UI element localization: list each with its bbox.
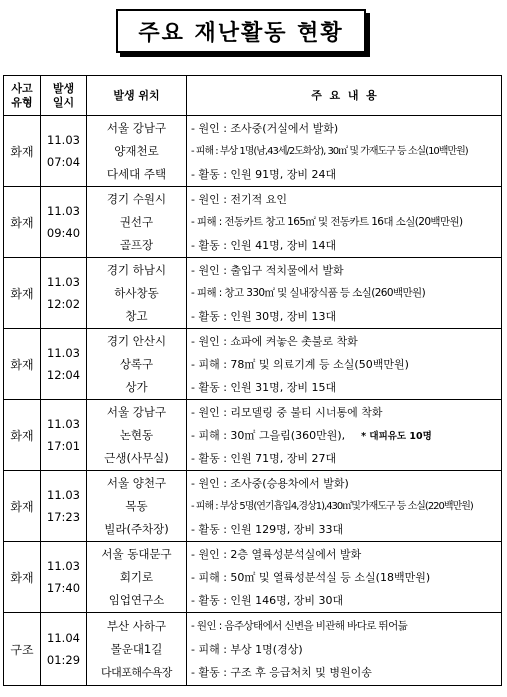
disaster-activity-table xyxy=(3,75,502,686)
incident-datetime xyxy=(41,187,87,258)
incident-datetime xyxy=(41,542,87,613)
location-line: 권선구 xyxy=(119,214,154,229)
location-line: 서울 양천구 xyxy=(106,475,167,490)
location-line: 임업연구소 xyxy=(108,592,165,607)
detail-cause: - 원인 : 음주상태에서 신변을 비관해 바다로 뛰어듦 xyxy=(191,619,408,632)
header-content: 주 요 내 용 xyxy=(187,76,502,116)
incident-details xyxy=(187,258,502,329)
detail-activity: - 활동 : 인원 91명, 장비 24대 xyxy=(191,167,337,181)
header-location: 발생 위치 xyxy=(87,76,187,116)
location-line: 근생(사무실) xyxy=(104,450,169,465)
location-line: 양재천로 xyxy=(114,143,159,158)
detail-cause: - 원인 : 쇼파에 켜놓은 촛불로 착화 xyxy=(191,334,358,348)
location-line: 빌라(주차장) xyxy=(104,521,169,536)
incident-location xyxy=(87,471,187,542)
incident-time: 07:04 xyxy=(46,155,81,169)
detail-damage: - 피해 : 78㎡ 및 의료기계 등 소실(50백만원) xyxy=(191,357,409,371)
table-row xyxy=(4,542,502,613)
location-line: 부산 사하구 xyxy=(106,618,167,633)
incident-details xyxy=(187,400,502,471)
incident-details xyxy=(187,187,502,258)
incident-time: 17:23 xyxy=(46,510,81,524)
header-type-line2: 유형 xyxy=(11,95,33,109)
location-line: 서울 강남구 xyxy=(106,120,167,135)
incident-location xyxy=(87,542,187,613)
detail-cause: - 원인 : 2층 열륙성분석실에서 발화 xyxy=(191,547,362,561)
location-line: 몰운대1길 xyxy=(110,641,163,656)
incident-details xyxy=(187,116,502,187)
incident-datetime xyxy=(41,400,87,471)
header-date-line2: 일시 xyxy=(52,95,75,109)
incident-location xyxy=(87,613,187,686)
detail-damage xyxy=(191,424,501,447)
location-line: 경기 하남시 xyxy=(106,262,167,277)
detail-damage: - 피해 : 50㎡ 및 열륙성분석실 등 소실(18백만원) xyxy=(191,570,431,584)
detail-activity: - 활동 : 구조 후 응급처치 및 병원이송 xyxy=(191,665,372,679)
detail-cause: - 원인 : 전기적 요인 xyxy=(191,192,288,206)
detail-activity: - 활동 : 인원 30명, 장비 13대 xyxy=(191,309,337,323)
incident-date: 11.03 xyxy=(47,346,80,360)
detail-damage: - 피해 : 부상 1명(경상) xyxy=(191,642,303,656)
location-line: 회기로 xyxy=(119,569,154,584)
table-row xyxy=(4,187,502,258)
page-title: 주요 재난활동 현황 xyxy=(116,9,366,53)
detail-cause: - 원인 : 출입구 적치물에서 발화 xyxy=(191,263,344,277)
detail-cause: - 원인 : 리모델링 중 불티 시너통에 착화 xyxy=(191,405,383,419)
header-date-line1: 발생 xyxy=(52,81,75,95)
damage-text: - 피해 : 30㎡ 그을림(360만원), xyxy=(191,428,346,442)
header-type xyxy=(4,76,41,116)
incident-type: 화재 xyxy=(4,542,41,613)
location-line: 경기 안산시 xyxy=(106,333,167,348)
location-line: 다대포해수욕장 xyxy=(101,665,172,679)
incident-type: 화재 xyxy=(4,471,41,542)
detail-cause: - 원인 : 조사중(승용차에서 발화) xyxy=(191,476,349,490)
incident-location xyxy=(87,329,187,400)
location-line: 창고 xyxy=(125,308,148,323)
evacuation-note: * 대피유도 10명 xyxy=(361,430,432,442)
incident-date: 11.03 xyxy=(47,275,80,289)
incident-time: 17:40 xyxy=(46,581,81,595)
location-line: 상록구 xyxy=(119,356,154,371)
location-line: 하사창동 xyxy=(114,285,159,300)
table-row xyxy=(4,258,502,329)
incident-time: 01:29 xyxy=(46,653,81,667)
incident-details xyxy=(187,471,502,542)
incident-type: 화재 xyxy=(4,258,41,329)
incident-type: 구조 xyxy=(4,613,41,686)
incident-details xyxy=(187,542,502,613)
location-line: 골프장 xyxy=(119,237,154,252)
incident-date: 11.03 xyxy=(47,133,80,147)
incident-date: 11.03 xyxy=(47,204,80,218)
incident-type: 화재 xyxy=(4,187,41,258)
table-row xyxy=(4,400,502,471)
header-type-line1: 사고 xyxy=(11,81,33,95)
incident-datetime xyxy=(41,613,87,686)
incident-location xyxy=(87,258,187,329)
incident-location xyxy=(87,400,187,471)
incident-details xyxy=(187,329,502,400)
detail-activity: - 활동 : 인원 71명, 장비 27대 xyxy=(191,451,337,465)
table-row xyxy=(4,329,502,400)
incident-datetime xyxy=(41,471,87,542)
detail-activity: - 활동 : 인원 41명, 장비 14대 xyxy=(191,238,337,252)
incident-type: 화재 xyxy=(4,116,41,187)
table-row xyxy=(4,116,502,187)
incident-time: 12:04 xyxy=(46,368,81,382)
incident-details xyxy=(187,613,502,686)
incident-time: 17:01 xyxy=(46,439,81,453)
incident-location xyxy=(87,187,187,258)
table-row xyxy=(4,471,502,542)
incident-type: 화재 xyxy=(4,400,41,471)
detail-damage: - 피해 : 창고 330㎡ 및 실내장식품 등 소실(260백만원) xyxy=(191,286,426,299)
detail-activity: - 활동 : 인원 31명, 장비 15대 xyxy=(191,380,337,394)
incident-time: 09:40 xyxy=(46,226,81,240)
detail-activity: - 활동 : 인원 129명, 장비 33대 xyxy=(191,522,344,536)
incident-datetime xyxy=(41,258,87,329)
location-line: 목동 xyxy=(125,498,148,513)
location-line: 서울 동대문구 xyxy=(101,546,172,561)
detail-cause: - 원인 : 조사중(거실에서 발화) xyxy=(191,121,339,135)
incident-time: 12:02 xyxy=(46,297,81,311)
location-line: 다세대 주택 xyxy=(106,166,167,181)
incident-date: 11.03 xyxy=(47,417,80,431)
incident-date: 11.04 xyxy=(47,631,80,645)
table-row xyxy=(4,613,502,686)
incident-datetime xyxy=(41,329,87,400)
location-line: 경기 수원시 xyxy=(106,191,167,206)
detail-damage: - 피해 : 부상 1명(남,43세/2도화상), 30㎡ 및 가재도구 등 소실(10백만원) xyxy=(191,145,468,157)
header-date xyxy=(41,76,87,116)
detail-damage: - 피해 : 부상 5명(연기흡입4,경상1),430㎡및가재도구 등 소실(220백만원) xyxy=(191,500,473,512)
incident-date: 11.03 xyxy=(47,488,80,502)
incident-type: 화재 xyxy=(4,329,41,400)
incident-location xyxy=(87,116,187,187)
incident-datetime xyxy=(41,116,87,187)
detail-activity: - 활동 : 인원 146명, 장비 30대 xyxy=(191,593,344,607)
location-line: 상가 xyxy=(125,379,148,394)
incident-date: 11.03 xyxy=(47,559,80,573)
detail-damage: - 피해 : 전동카트 창고 165㎡ 및 전동카트 16대 소실(20백만원) xyxy=(191,215,463,228)
location-line: 서울 강남구 xyxy=(106,404,167,419)
table-header-row xyxy=(4,76,502,116)
location-line: 논현동 xyxy=(119,427,154,442)
